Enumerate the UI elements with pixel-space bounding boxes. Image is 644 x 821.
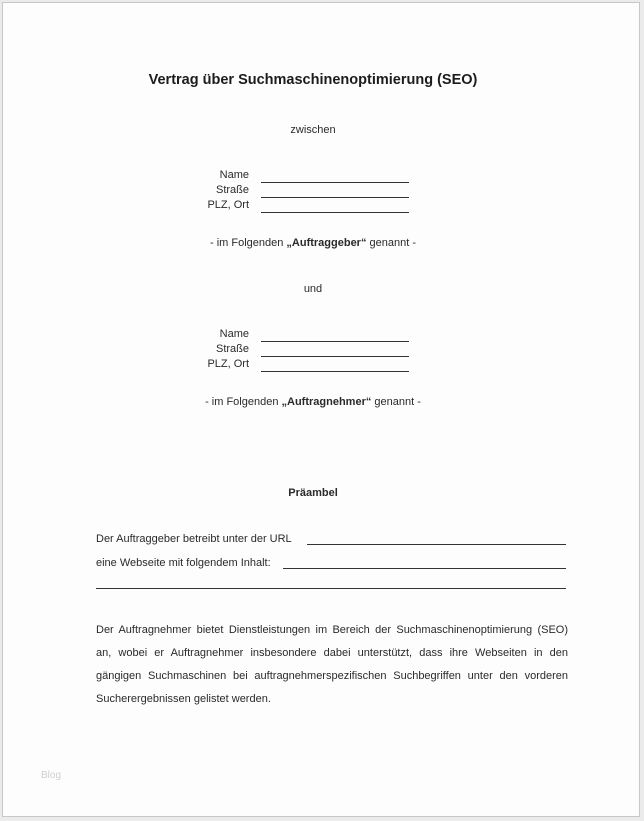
party1-role-suffix: genannt - <box>366 237 417 249</box>
content-field[interactable] <box>283 568 566 569</box>
party1-role <box>3 237 623 249</box>
paragraph-line-3: gängigen Suchmaschinen bei auftragnehmerspezifischen Suchbegriffen unter den vorderen <box>96 670 568 682</box>
url-line-text: Der Auftraggeber betreibt unter der URL <box>96 533 292 545</box>
party2-street-label: Straße <box>215 343 249 355</box>
preamble-heading: Präambel <box>288 487 338 499</box>
party2-street-field[interactable] <box>261 356 409 357</box>
paragraph-line-2: an, wobei er Auftragnehmer insbesondere dabei unterstützt, dass ihre Webseiten in den <box>96 647 568 659</box>
content-field-extra[interactable] <box>96 588 566 589</box>
party2-city-field[interactable] <box>261 371 409 372</box>
party2-name-field[interactable] <box>261 341 409 342</box>
watermark-text: Blog <box>41 770 62 781</box>
url-field[interactable] <box>307 544 566 545</box>
paragraph-line-1: Der Auftragnehmer bietet Dienstleistungen im Bereich der Suchmaschinenoptimierung (SEO) <box>96 624 568 636</box>
and-label: und <box>303 283 323 295</box>
paragraph-line-4: Sucherergebnissen gelistet werden. <box>96 693 271 705</box>
party2-city-label: PLZ, Ort <box>207 358 249 370</box>
party1-role-prefix: - im Folgenden <box>209 237 287 249</box>
party1-role-name: „Auftraggeber“ <box>286 237 367 249</box>
party1-name-field[interactable] <box>261 182 409 183</box>
content-line-text: eine Webseite mit folgendem Inhalt: <box>96 557 271 569</box>
party2-role-suffix: genannt - <box>371 396 421 408</box>
party2-role-prefix: - im Folgenden <box>205 396 282 408</box>
party1-city-label: PLZ, Ort <box>207 199 249 211</box>
document-page <box>2 2 640 817</box>
between-label: zwischen <box>290 124 336 136</box>
party1-street-label: Straße <box>215 184 249 196</box>
party1-name-label: Name <box>219 169 249 181</box>
document-title: Vertrag über Suchmaschinenoptimierung (SEO) <box>148 72 478 88</box>
party1-street-field[interactable] <box>261 197 409 198</box>
party2-name-label: Name <box>219 328 249 340</box>
party2-role-name: „Auftragnehmer“ <box>281 396 372 408</box>
party2-role <box>3 396 623 408</box>
party1-city-field[interactable] <box>261 212 409 213</box>
